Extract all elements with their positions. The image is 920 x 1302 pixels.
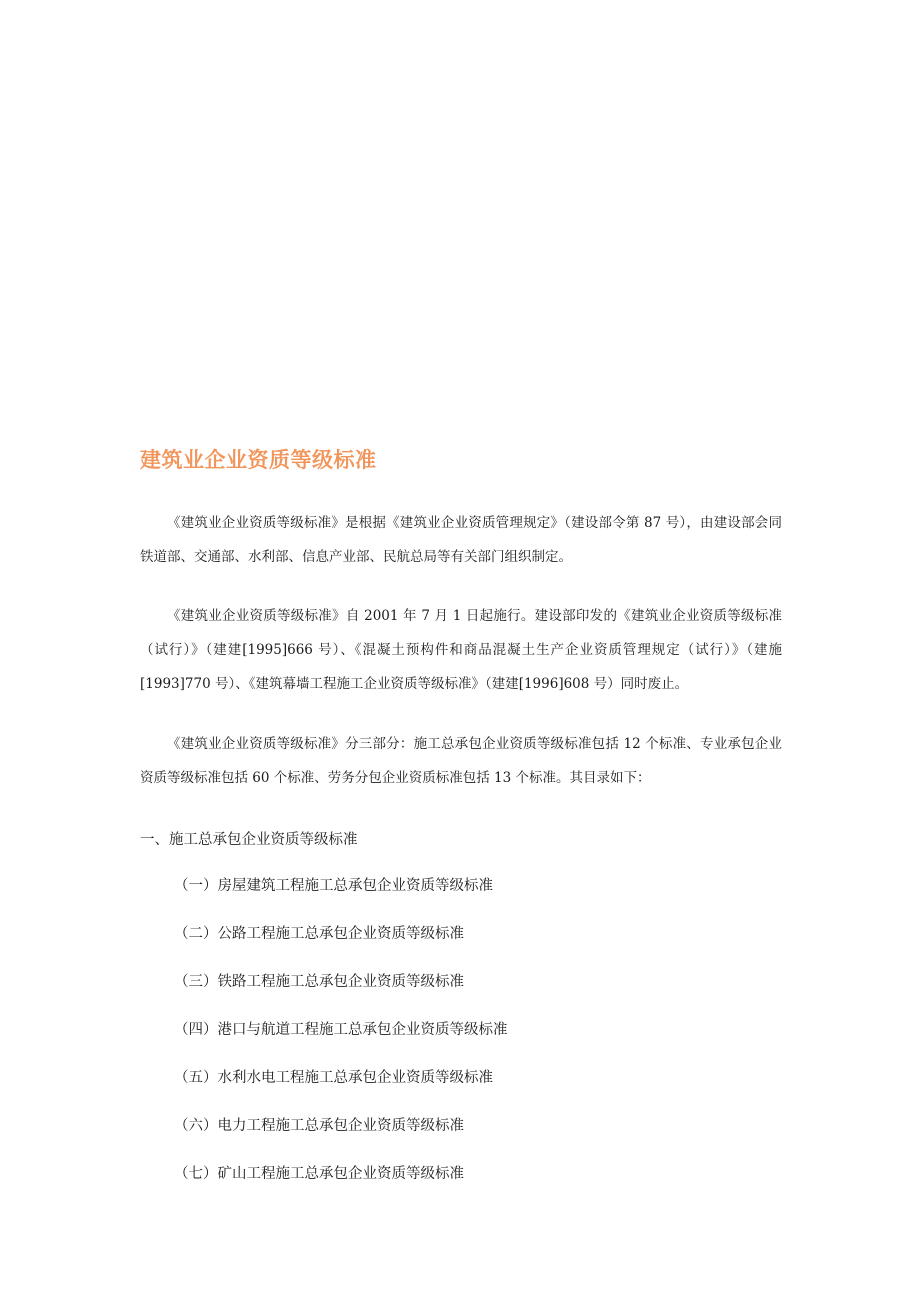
- toc-item: （二）公路工程施工总承包企业资质等级标准: [174, 926, 464, 942]
- structure-paragraph: 《建筑业企业资质等级标准》分三部分：施工总承包企业资质等级标准包括 12 个标准、专业承包企业资质等级标准包括 60 个标准、劳务分包企业资质标准包括 13 个标准。其目录如下：: [140, 736, 782, 786]
- toc-item: （五）水利水电工程施工总承包企业资质等级标准: [174, 1070, 493, 1086]
- toc-item: （四）港口与航道工程施工总承包企业资质等级标准: [174, 1022, 508, 1038]
- toc-item: （三）铁路工程施工总承包企业资质等级标准: [174, 974, 464, 990]
- section-heading: 一、施工总承包企业资质等级标准: [140, 832, 358, 848]
- toc-item: （一）房屋建筑工程施工总承包企业资质等级标准: [174, 878, 493, 894]
- toc-item: （六）电力工程施工总承包企业资质等级标准: [174, 1118, 464, 1134]
- table-of-contents: [174, 871, 508, 1207]
- toc-item: （七）矿山工程施工总承包企业资质等级标准: [174, 1166, 464, 1182]
- effective-date-paragraph: 《建筑业企业资质等级标准》自 2001 年 7 月 1 日起施行。建设部印发的《建筑业企业资质等级标准（试行）》（建建[1995]666 号）、《混凝土预构件和商品混凝土生产企业资质管理规定（试行）》（建施[1993]770 号）、《建筑幕墙工程施工企业资质等级标准》（建建[1996]608 号）同时废止。: [140, 608, 782, 692]
- document-title: 建筑业企业资质等级标准: [140, 448, 377, 472]
- intro-paragraph: 《建筑业企业资质等级标准》是根据《建筑业企业资质管理规定》（建设部令第 87 号），由建设部会同铁道部、交通部、水利部、信息产业部、民航总局等有关部门组织制定。: [140, 515, 782, 565]
